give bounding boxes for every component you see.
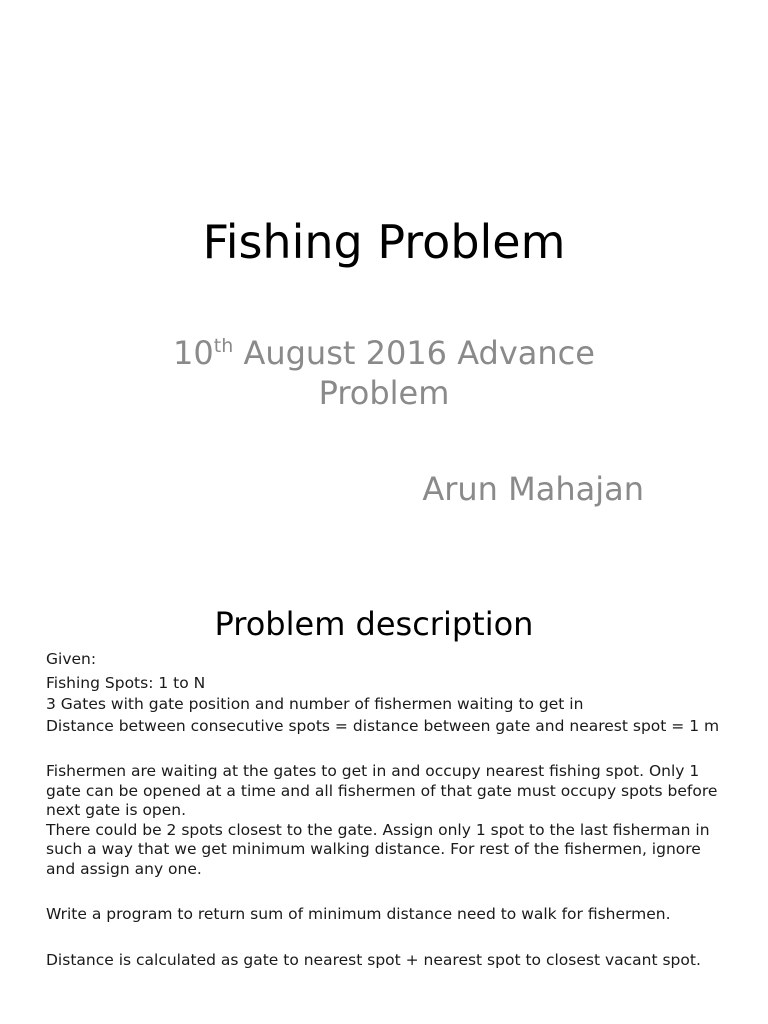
slide-subtitle	[120, 333, 648, 413]
body-paragraph: Fishermen are waiting at the gates to get in and occupy nearest fishing spot. Only 1 gate can be opened at a time and all fishermen of that gate must occupy spots before next gate is open.	[46, 762, 718, 819]
body-line: Distance between consecutive spots = distance between gate and nearest spot = 1 m	[46, 716, 720, 735]
body-paragraph: There could be 2 spots closest to the gate. Assign only 1 spot to the last fisherman in such a way that we get minimum walking distance. For rest of the fishermen, ignore and assign any one.	[46, 820, 710, 878]
body-line: 3 Gates with gate position and number of fishermen waiting to get in	[46, 695, 584, 713]
body-paragraph: Distance is calculated as gate to nearest spot + nearest spot to closest vacant spot.	[46, 950, 701, 969]
subtitle-text: August 2016 Advance Problem	[233, 334, 595, 412]
author-name: Arun Mahajan	[422, 470, 644, 508]
slide-title: Fishing Problem	[202, 215, 566, 269]
body-line: Fishing Spots: 1 to N	[46, 673, 206, 692]
subtitle-ordinal: th	[213, 335, 234, 357]
body-paragraph: Write a program to return sum of minimum distance need to walk for fishermen.	[46, 905, 671, 923]
description-body	[46, 650, 726, 970]
body-line: Given:	[46, 650, 97, 668]
description-slide	[0, 580, 768, 1024]
section-heading: Problem description	[214, 605, 534, 643]
subtitle-day: 10	[173, 334, 214, 372]
